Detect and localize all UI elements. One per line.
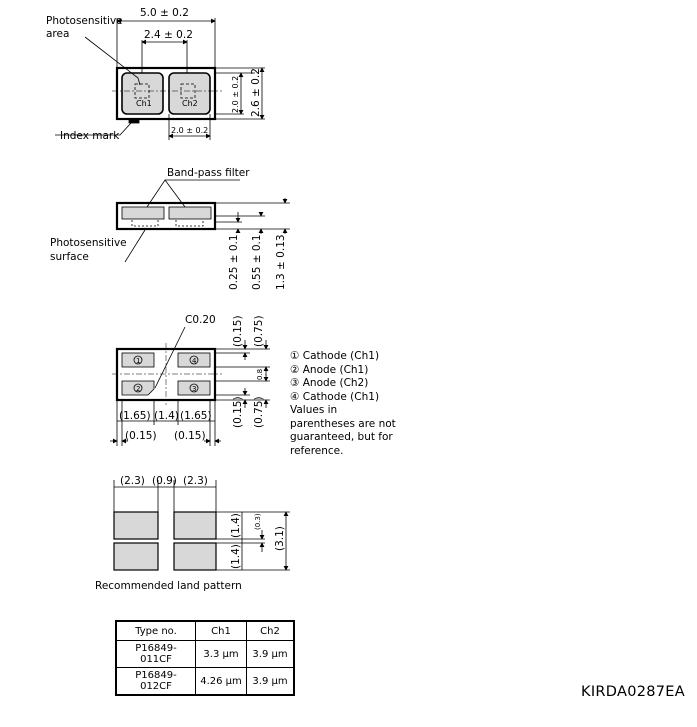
- table-row: [116, 668, 294, 696]
- table-cell: 4.26 μm: [196, 668, 247, 696]
- land-pattern: [114, 480, 290, 570]
- dim-bottom-e2: (0.15): [174, 430, 206, 442]
- ch2-label: Ch2: [182, 99, 198, 108]
- land-dim-gap: (0.9): [152, 475, 177, 487]
- table-cell: 3.9 μm: [247, 668, 295, 696]
- dim-bottom-e1: (0.15): [125, 430, 157, 442]
- dim-overall-width: 5.0 ± 0.2: [140, 7, 189, 19]
- label-photosensitive-area: Photosensitive: [46, 15, 123, 27]
- land-dim-mid: (0.3): [254, 513, 262, 530]
- land-dim-w1: (2.3): [120, 475, 145, 487]
- land-dim-h1: (1.4): [230, 513, 242, 538]
- dim-bottom-gap: 0.8: [256, 368, 264, 380]
- table-header: Ch2: [247, 621, 295, 641]
- land-pattern-caption: Recommended land pattern: [95, 580, 242, 592]
- table-row: [116, 641, 294, 668]
- dim-side-c: 1.3 ± 0.13: [275, 234, 287, 290]
- table-header-row: [116, 621, 294, 641]
- pin-4: 4: [192, 357, 197, 365]
- dim-bottom-w3: (1.65): [180, 410, 212, 422]
- type-table: [115, 620, 295, 696]
- dim-bottom-top: (0.15): [232, 315, 244, 347]
- pin-legend-item: ② Anode (Ch1): [290, 363, 369, 376]
- dim-bottom-bottom-outer: (0.75): [253, 396, 265, 428]
- pin-2: 2: [136, 385, 141, 393]
- dim-pad-height: 2.0 ± 0.2: [231, 75, 240, 113]
- pin-3: 3: [192, 385, 197, 393]
- dim-side-a: 0.25 ± 0.1: [228, 234, 240, 290]
- pin-legend-item: ① Cathode (Ch1): [290, 350, 380, 362]
- pin-legend: [290, 350, 405, 458]
- bottom-view: [110, 327, 270, 446]
- table-cell: P16849-012CF: [116, 668, 196, 696]
- land-dim-h2: (1.4): [230, 544, 242, 569]
- table-header: Ch1: [196, 621, 247, 641]
- label-photosensitive-surface: Photosensitive: [50, 237, 127, 249]
- table-cell: P16849-011CF: [116, 641, 196, 668]
- land-dim-w2: (2.3): [183, 475, 208, 487]
- dim-side-b: 0.55 ± 0.1: [251, 234, 263, 290]
- label-photosensitive-surface-2: surface: [50, 251, 89, 263]
- reference-note: Values in parentheses are not guaranteed, but for reference.: [290, 404, 396, 457]
- table-cell: 3.3 μm: [196, 641, 247, 668]
- dim-bottom-w2: (1.4): [154, 410, 179, 422]
- table-header: Type no.: [116, 621, 196, 641]
- dim-bottom-w1: (1.65): [119, 410, 151, 422]
- ch1-label: Ch1: [136, 99, 152, 108]
- label-index-mark: Index mark: [60, 130, 120, 142]
- pin-legend-item: ④ Cathode (Ch1): [290, 390, 380, 403]
- side-view: [117, 180, 290, 262]
- pin-1: 1: [136, 357, 141, 365]
- dim-bottom-bottom: (0.15): [232, 396, 244, 428]
- dim-pitch: 2.4 ± 0.2: [144, 29, 193, 41]
- chamfer-label: C0.20: [185, 314, 216, 326]
- label-band-pass-filter: Band-pass filter: [167, 167, 250, 179]
- dim-pad-width: 2.0 ± 0.2: [171, 126, 209, 135]
- dim-bottom-top-outer: (0.75): [253, 315, 265, 347]
- table-cell: 3.9 μm: [247, 641, 295, 668]
- pin-legend-item: ③ Anode (Ch2): [290, 377, 369, 389]
- land-dim-total: (3.1): [274, 526, 286, 551]
- label-photosensitive-area-2: area: [46, 28, 70, 40]
- document-id: KIRDA0287EA: [581, 684, 685, 700]
- dim-overall-height: 2.6 ± 0.2: [250, 68, 262, 117]
